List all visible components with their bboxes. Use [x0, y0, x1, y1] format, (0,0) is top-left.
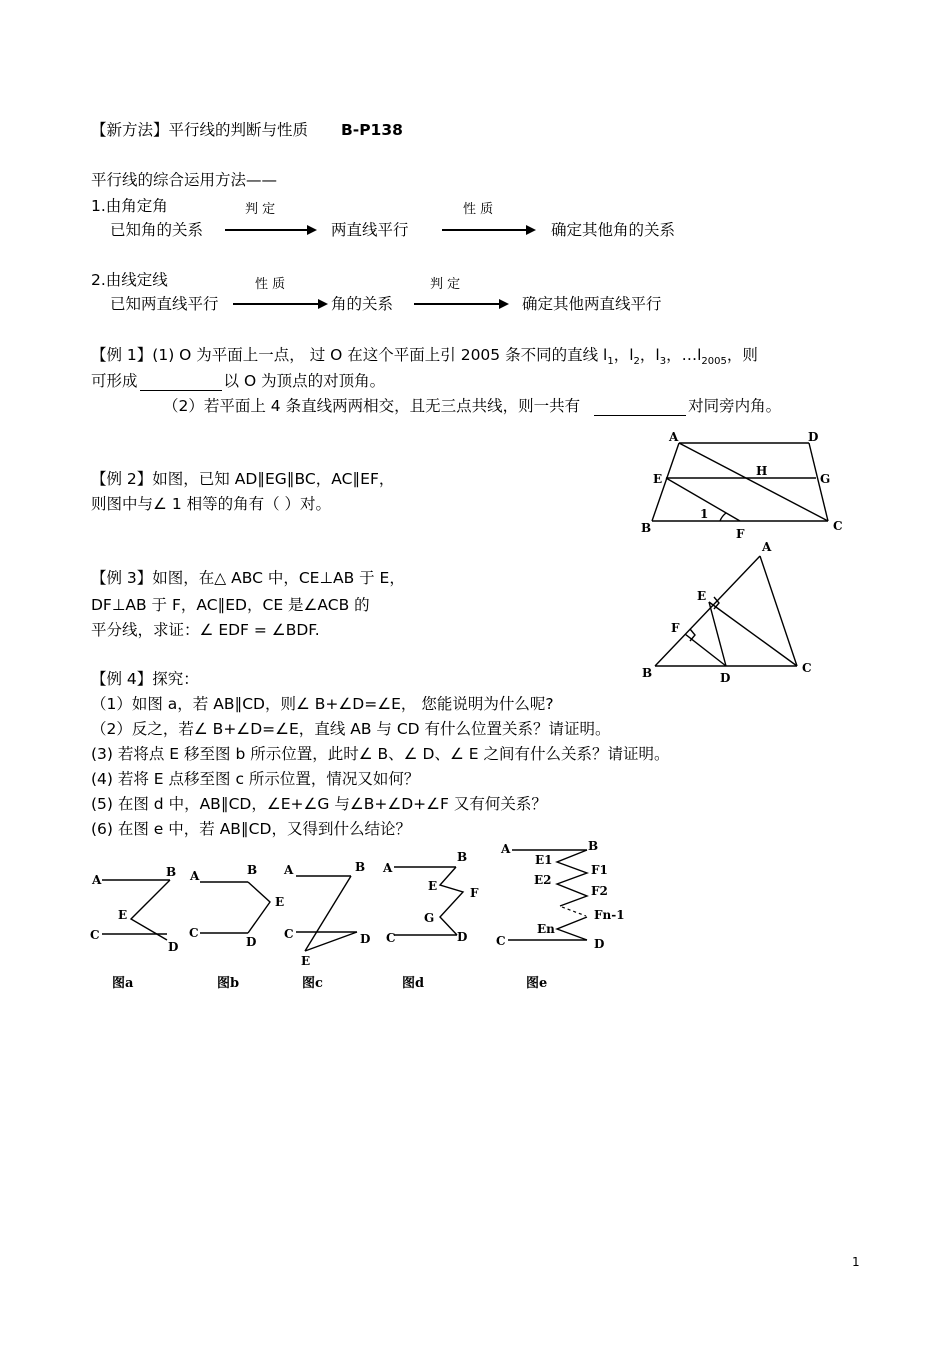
trap-label-F: F — [736, 527, 745, 541]
fig-c-label-D: D — [360, 932, 371, 946]
doc-code: B-P138 — [340, 121, 403, 139]
method2-label: 2.由线定线 — [91, 271, 168, 289]
fig-a-label-D: D — [168, 940, 179, 954]
fig-e-label-E2: E2 — [534, 873, 552, 887]
ex3-line3: 平分线，求证：∠ EDF = ∠BDF. — [91, 621, 320, 639]
ex1-line1-text: 【例 1】(1) O 为平面上一点， 过 O 在这个平面上引 2005 条不同的直线 l — [91, 346, 608, 364]
fig-e-label-E1: E1 — [535, 853, 553, 867]
ex4-q5: (5) 在图 d 中，AB∥CD，∠E+∠G 与∠B+∠D+∠F 又有何关系？ — [91, 795, 547, 813]
ex4-q2: （2）反之，若∠ B+∠D=∠E，直线 AB 与 CD 有什么位置关系？请证明。 — [91, 720, 611, 738]
fig-b-label-D: D — [246, 935, 257, 949]
fig-e-label-B: B — [588, 839, 599, 853]
ex4-q6: (6) 在图 e 中，若 AB∥CD，又得到什么结论？ — [91, 820, 411, 838]
tri-label-C: C — [802, 661, 812, 675]
method1-start: 已知角的关系 — [110, 221, 204, 239]
fig-c-label-A: A — [284, 863, 294, 877]
fig-e-label-En: En — [537, 922, 555, 936]
fig-c-caption: 图c — [302, 976, 323, 991]
fig-d-label-G: G — [424, 911, 435, 925]
tri-label-F: F — [671, 621, 680, 635]
fig-a-label-B: B — [166, 865, 177, 879]
methods-intro: 平行线的综合运用方法—— — [91, 171, 278, 189]
fig-c-label-E: E — [301, 954, 311, 968]
ex1-sep2: ，l — [639, 346, 660, 364]
fig-d-label-A: A — [383, 861, 393, 875]
ex1-sub4: 2005 — [701, 356, 727, 368]
ex3-line1: 【例 3】如图，在△ ABC 中，CE⊥AB 于 E， — [91, 569, 405, 587]
ex4-q3: (3) 若将点 E 移至图 b 所示位置，此时∠ B、∠ D、∠ E 之间有什么关系？请证明。 — [91, 745, 670, 763]
fig-b-label-C: C — [189, 926, 199, 940]
ex2-line1: 【例 2】如图，已知 AD∥EG∥BC，AC∥EF， — [91, 470, 395, 488]
fig-a-label-A: A — [92, 873, 102, 887]
ex1-line3-a: （2）若平面上 4 条直线两两相交，且无三点共线，则一共有 — [163, 397, 581, 415]
fig-d-label-B: B — [457, 850, 468, 864]
trap-label-C: C — [833, 519, 843, 533]
method2-mid: 角的关系 — [331, 295, 394, 313]
method1-end: 确定其他角的关系 — [551, 221, 676, 239]
method2-arrow2-label: 判 定 — [430, 277, 461, 292]
fig-a-caption: 图a — [112, 976, 134, 991]
ex1-sep3: ，…l — [666, 346, 702, 364]
fig-d-label-C: C — [386, 931, 396, 945]
fig-c-label-C: C — [284, 927, 294, 941]
doc-title-text: 【新方法】平行线的判断与性质 — [91, 121, 309, 139]
ex4-q4: (4) 若将 E 点移至图 c 所示位置，情况又如何？ — [91, 770, 420, 788]
fig-e-label-F1: F1 — [591, 863, 608, 877]
fig-c-label-B: B — [355, 860, 366, 874]
tri-label-A: A — [762, 540, 772, 554]
trap-label-H: H — [756, 464, 768, 478]
fig-b-label-A: A — [190, 869, 200, 883]
method1-mid: 两直线平行 — [331, 221, 409, 239]
ex1-line3-b: 对同旁内角。 — [688, 397, 782, 415]
fig-e-label-F2: F2 — [591, 884, 608, 898]
fig-b-caption: 图b — [217, 976, 240, 991]
tri-label-E: E — [697, 589, 707, 603]
method1-label: 1.由角定角 — [91, 197, 168, 215]
fig-d-label-D: D — [457, 930, 468, 944]
fig-d-caption: 图d — [402, 976, 425, 991]
ex1-sub2: 2 — [633, 356, 640, 368]
ex4-head: 【例 4】探究： — [91, 670, 199, 688]
ex1-line2-b: 以 O 为顶点的对顶角。 — [223, 372, 386, 390]
ex2-line2: 则图中与∠ 1 相等的角有（ ）对。 — [91, 495, 332, 513]
fig-a-label-C: C — [90, 928, 100, 942]
fig-d-label-E: E — [428, 879, 438, 893]
fig-e-label-Fn1: Fn-1 — [594, 908, 625, 922]
fig-e-caption: 图e — [526, 976, 548, 991]
method1-arrow2-label: 性 质 — [463, 202, 494, 217]
tri-label-D: D — [720, 671, 731, 685]
fig-e-label-A: A — [501, 842, 511, 856]
fig-b-label-E: E — [275, 895, 285, 909]
fig-b-label-B: B — [247, 863, 258, 877]
ex1-sub3: 3 — [659, 356, 667, 368]
fig-e-label-D: D — [594, 937, 605, 951]
trap-label-E: E — [653, 472, 663, 486]
trap-label-D: D — [808, 430, 819, 444]
method1-arrow1-label: 判 定 — [245, 202, 276, 217]
ex1-sep1: ，l — [613, 346, 634, 364]
ex3-line2: DF⊥AB 于 F，AC∥ED，CE 是∠ACB 的 — [91, 596, 370, 614]
method2-start: 已知两直线平行 — [110, 295, 219, 313]
trap-label-G: G — [820, 472, 831, 486]
fig-d-label-F: F — [470, 886, 479, 900]
method2-arrow1-label: 性 质 — [255, 277, 286, 292]
fig-a-label-E: E — [118, 908, 128, 922]
fig-e-label-C: C — [496, 934, 506, 948]
ex4-q1: （1）如图 a，若 AB∥CD，则∠ B+∠D=∠E， 您能说明为什么呢? — [91, 695, 554, 713]
trap-label-A: A — [669, 430, 679, 444]
ex1-line2-a: 可形成 — [91, 372, 138, 390]
ex1-sub1: 1 — [607, 356, 614, 368]
page-number: 1 — [852, 1255, 860, 1269]
trap-label-B: B — [641, 521, 652, 535]
tri-label-B: B — [642, 666, 653, 680]
trap-label-1: 1 — [700, 507, 709, 521]
ex1-end1: ，则 — [726, 346, 758, 364]
method2-end: 确定其他两直线平行 — [522, 295, 662, 313]
